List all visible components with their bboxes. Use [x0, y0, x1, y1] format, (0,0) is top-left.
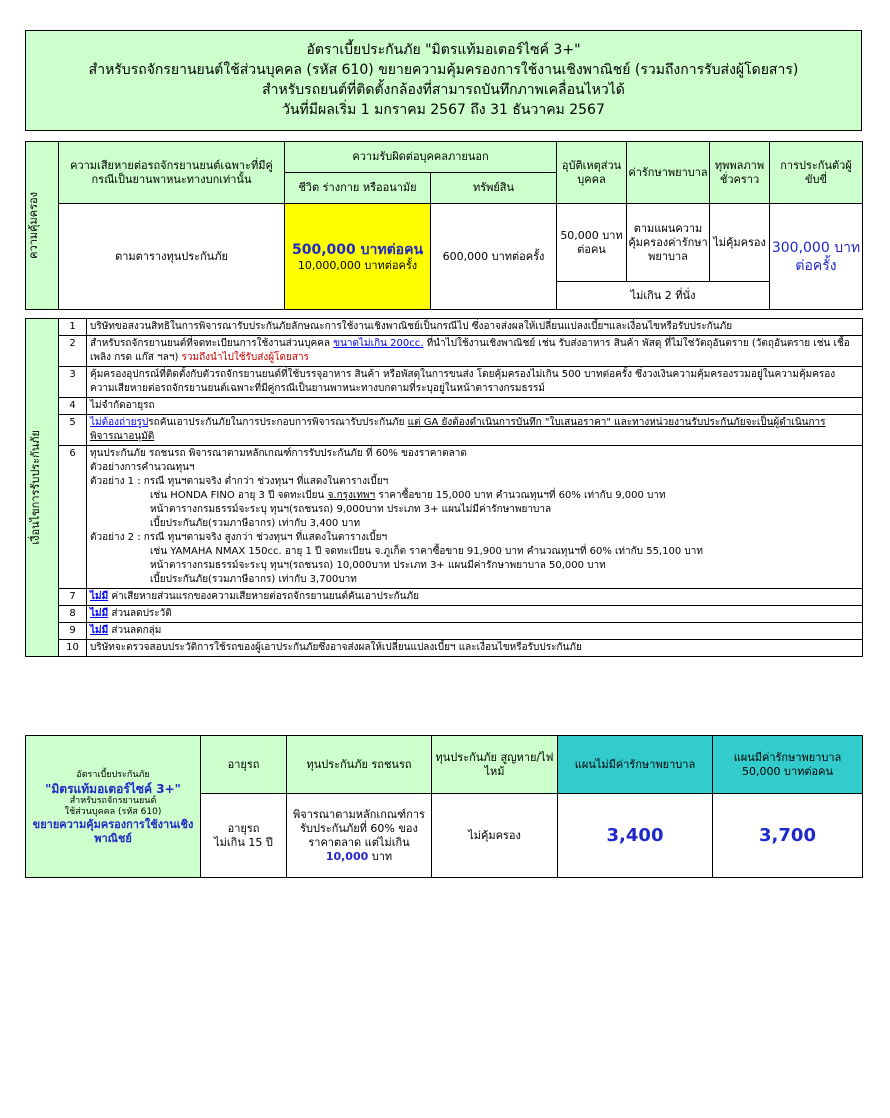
- condition-text: บริษัทจะตรวจสอบประวัติการใช้รถของผู้เอาประกันภัยซึ่งอาจส่งผลให้เปลี่ยนแปลงเบี้ยฯ และเงื่อนไขหรือรับประกันภัย: [87, 640, 863, 657]
- condition-num: 9: [59, 623, 87, 640]
- header-camera-note: สำหรับรถยนต์ที่ติดตั้งกล้องที่สามารถบันทึกภาพเคลื่อนไหวได้: [262, 82, 625, 98]
- premium-table: [25, 735, 863, 878]
- val-theft-fire: ไม่คุ้มครอง: [432, 794, 558, 878]
- header-title: อัตราเบี้ยประกันภัย "มิตรแท้มอเตอร์ไซค์ 3+": [306, 42, 581, 58]
- coverage-side-label: ความคุ้มครอง: [26, 142, 59, 310]
- condition-num: 5: [59, 415, 87, 446]
- page-header: [25, 30, 862, 131]
- condition-text: ไม่จำกัดอายุรถ: [87, 398, 863, 415]
- condition-num: 10: [59, 640, 87, 657]
- val-medical: ตามแผนความคุ้มครองค่ารักษาพยาบาล: [627, 204, 710, 282]
- val-disability: ไม่คุ้มครอง: [710, 204, 770, 282]
- col-age: อายุรถ: [201, 736, 287, 794]
- condition-num: 1: [59, 319, 87, 336]
- condition-num: 6: [59, 446, 87, 589]
- col-life: ชีวิต ร่างกาย หรืออนามัย: [285, 173, 431, 204]
- col-sum-insured: ทุนประกันภัย รถชนรถ: [287, 736, 432, 794]
- condition-text: ไม่มี ค่าเสียหายส่วนแรกของความเสียหายต่อรถจักรยานยนต์คันเอาประกันภัย: [87, 589, 863, 606]
- condition-text: คุ้มครองอุปกรณ์ที่ติดตั้งกับตัวรถจักรยานยนต์ที่ใช้บรรจุอาหาร สินค้า หรือพัสดุในการขนส่ง โดยคุ้มครองไม่เกิน 500 บาทต่อครั้ง ซึ่งวงเงินความคุ้มครองรวมอยู่ในความคุ้มครองความเสียหายต่อรถจักรยานยนต์เฉพาะที่มีคู่กรณีเป็นยานพาหนะทางบกตามที่ระบุอยู่ในหน้าตารางกรมธรรม์: [87, 367, 863, 398]
- val-sum-insured: พิจารณาตามหลักเกณฑ์การรับประกันภัยที่ 60% ของราคาตลาด แต่ไม่เกิน 10,000 บาท: [287, 794, 432, 878]
- col-plan-no-medical: แผนไม่มีค่ารักษาพยาบาล: [558, 736, 713, 794]
- condition-text: ไม่มี ส่วนลดประวัติ: [87, 606, 863, 623]
- val-property: 600,000 บาทต่อครั้ง: [431, 204, 557, 310]
- header-subtitle: สำหรับรถจักรยานยนต์ใช้ส่วนบุคคล (รหัส 610) ขยายความคุ้มครองการใช้งานเชิงพาณิชย์ (รวมถึงการรับส่งผู้โดยสาร): [88, 62, 799, 78]
- col-theft-fire: ทุนประกันภัย สูญหาย/ไฟไหม้: [432, 736, 558, 794]
- condition-text: ทุนประกันภัย รถชนรถ พิจารณาตามหลักเกณฑ์การรับประกันภัย ที่ 60% ของราคาตลาด ตัวอย่างการคำนวณทุนฯ ตัวอย่าง 1 : กรณี ทุนฯตามจริง ต่ำกว่า ช่วงทุนฯ ที่แสดงในตารางเบี้ยฯ เช่น HONDA FINO อายุ 3 ปี จดทะเบียน จ.กรุงเทพฯ ราคาซื้อขาย 15,000 บาท คำนวณทุนฯที่ 60% เท่ากับ 9,000 บาท หน้าตารางกรมธรรม์จะระบุ ทุนฯ(รถชนรถ) 9,000บาท ประเภท 3+ แผนไม่มีค่ารักษาพยาบาล เบี้ยประกันภัย(รวมภาษีอากร) เท่ากับ 3,400 บาท ตัวอย่าง 2 : กรณี ทุนฯตามจริง สูงกว่า ช่วงทุนฯ ที่แสดงในตารางเบี้ยฯ เช่น YAMAHA NMAX 150cc. อายุ 1 ปี จดทะเบียน จ.ภูเก็ต ราคาซื้อขาย 91,900 บาท คำนวณทุนฯที่ 60% เท่ากับ 55,100 บาท หน้าตารางกรมธรรม์จะระบุ ทุนฯ(รถชนรถ) 10,000บาท ประเภท 3+ แผนมีค่ารักษาพยาบาล 50,000 บาท เบี้ยประกันภัย(รวมภาษีอากร) เท่ากับ 3,700บาท: [87, 446, 863, 589]
- product-label: อัตราเบี้ยประกันภัย "มิตรแท้มอเตอร์ไซค์ 3+" สำหรับรถจักรยานยนต์ ใช้ส่วนบุคคล (รหัส 610) ขยายความคุ้มครองการใช้งานเชิงพาณิชย์: [26, 736, 201, 878]
- val-life: 500,000 บาทต่อคน 10,000,000 บาทต่อครั้ง: [285, 204, 431, 310]
- col-property: ทรัพย์สิน: [431, 173, 557, 204]
- col-disability: ทุพพลภาพชั่วคราว: [710, 142, 770, 204]
- val-seats: ไม่เกิน 2 ที่นั่ง: [557, 282, 770, 310]
- condition-num: 4: [59, 398, 87, 415]
- condition-num: 2: [59, 336, 87, 367]
- col-third-party: ความรับผิดต่อบุคคลภายนอก: [285, 142, 557, 173]
- col-medical: ค่ารักษาพยาบาล: [627, 142, 710, 204]
- condition-text: ไม่ต้องถ่ายรูปรถคันเอาประกันภัยในการประกอบการพิจารณารับประกันภัย แต่ GA ยังต้องดำเนินการบันทึก "ใบเสนอราคา" และทางหน่วยงานรับประกันภัยจะเป็นผู้ดำเนินการพิจารณาอนุมัติ: [87, 415, 863, 446]
- col-own-damage: ความเสียหายต่อรถจักรยานยนต์เฉพาะที่มีคู่กรณีเป็นยานพาหนะทางบกเท่านั้น: [59, 142, 285, 204]
- condition-num: 3: [59, 367, 87, 398]
- conditions-side-label: เงื่อนไขการรับประกันภัย: [26, 319, 59, 657]
- condition-text: ไม่มี ส่วนลดกลุ่ม: [87, 623, 863, 640]
- col-personal-accident: อุบัติเหตุส่วนบุคคล: [557, 142, 627, 204]
- header-effective-date: วันที่มีผลเริ่ม 1 มกราคม 2567 ถึง 31 ธันวาคม 2567: [282, 102, 605, 118]
- condition-text: บริษัทขอสงวนสิทธิในการพิจารณารับประกันภัยลักษณะการใช้งานเชิงพาณิชย์เป็นกรณีไป ซึ่งอาจส่งผลให้เปลี่ยนแปลงเบี้ยฯและเงื่อนไขหรือรับประกันภัย: [87, 319, 863, 336]
- val-bail: 300,000 บาทต่อครั้ง: [770, 204, 863, 310]
- val-personal-accident: 50,000 บาทต่อคน: [557, 204, 627, 282]
- condition-text: สำหรับรถจักรยานยนต์ที่จดทะเบียนการใช้งานส่วนบุคคล ขนาดไม่เกิน 200cc. ที่นำไปใช้งานเชิงพาณิชย์ เช่น รับส่งอาหาร สินค้า พัสดุ ที่ไม่ใช่วัตถุอันตราย (วัตถุอันตราย เช่น เชื้อเพลิง กรด แก๊ส ฯลฯ) รวมถึงนำไปใช้รับส่งผู้โดยสาร: [87, 336, 863, 367]
- val-age: อายุรถ ไม่เกิน 15 ปี: [201, 794, 287, 878]
- conditions-table: [25, 318, 863, 657]
- condition-num: 8: [59, 606, 87, 623]
- condition-num: 7: [59, 589, 87, 606]
- col-plan-medical: แผนมีค่ารักษาพยาบาล 50,000 บาทต่อคน: [713, 736, 863, 794]
- val-plan-no-medical: 3,400: [558, 794, 713, 878]
- val-plan-medical: 3,700: [713, 794, 863, 878]
- val-own-damage: ตามตารางทุนประกันภัย: [59, 204, 285, 310]
- coverage-table: [25, 141, 863, 310]
- col-bail: การประกันตัวผู้ขับขี่: [770, 142, 863, 204]
